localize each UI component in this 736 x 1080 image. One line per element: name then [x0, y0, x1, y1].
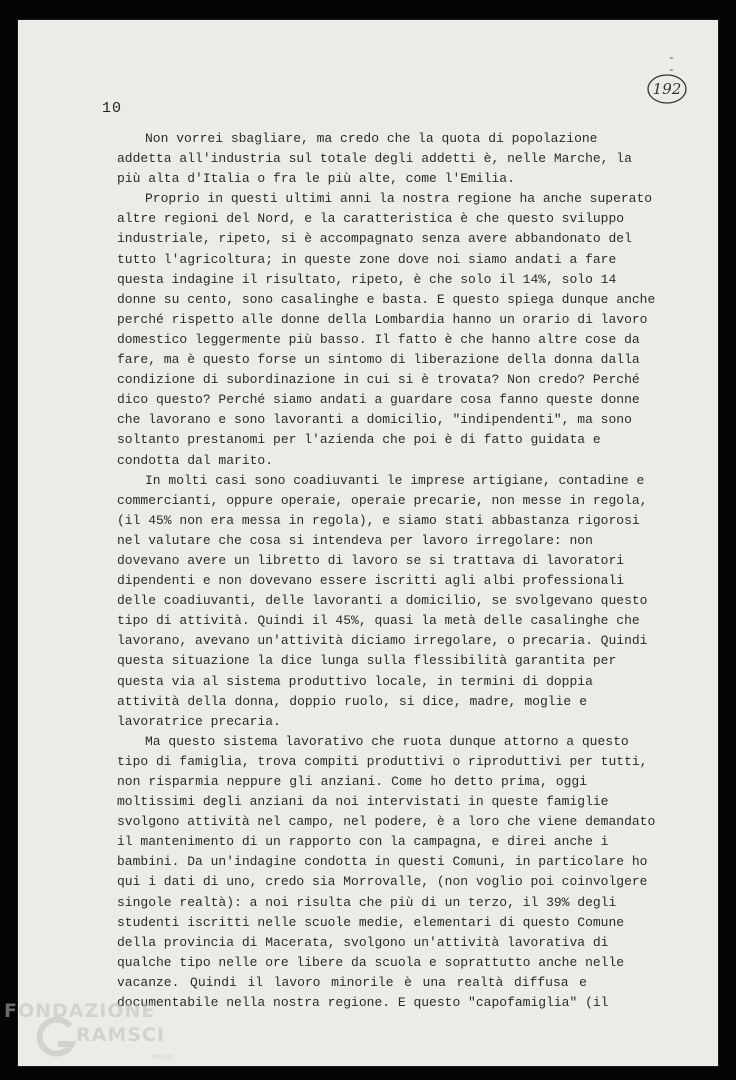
- corner-marks: - -: [668, 53, 701, 77]
- body-text: [117, 129, 656, 1013]
- text-line: qui i dati di uno, credo sia Morrovalle, (non voglio poi coinvolgere: [117, 874, 648, 890]
- text-line: nel valutare che cosa si intendeva per lavoro irregolare: non: [117, 532, 593, 548]
- text-line: questa situazione la dice lunga sulla flessibilità garantita per: [117, 653, 617, 669]
- archive-stamp: [646, 72, 688, 106]
- text-line: altre regioni del Nord, e la caratteristica è che questo sviluppo: [117, 211, 625, 227]
- text-line: soltanto prestanomi per l'azienda che poi è di fatto guidata e: [117, 432, 601, 448]
- text-line: dipendenti e non dovevano essere iscritti agli albi professionali: [117, 573, 625, 589]
- text-line: fare, ma è questo forse un sintomo di liberazione della donna dalla: [117, 352, 640, 368]
- text-line: qualche tipo nelle ore libere da scuola e soprattutto anche nelle: [117, 954, 625, 970]
- text-line: non risparmia neppure gli anziani. Come ho detto prima, oggi: [117, 774, 587, 789]
- document-page: [18, 20, 718, 1066]
- text-line: singole realtà): a noi risulta che più di un terzo, il 39% degli: [117, 894, 617, 910]
- text-line: più alta d'Italia o fra le più alte, come l'Emilia.: [117, 171, 515, 187]
- gramsci-g-logo-icon: [34, 1016, 78, 1060]
- text-line: Non vorrei sbagliare, ma credo che la quota di popolazione: [145, 131, 598, 146]
- text-line: tipo di attività. Quindi il 45%, quasi la metà delle casalinghe che: [117, 613, 640, 629]
- watermark-line2: RAMSCI: [76, 1024, 165, 1046]
- text-line: tipo di famiglia, trova compiti produttivi o riproduttivi per tutti,: [117, 753, 648, 769]
- text-line: svolgono attività nel campo, nel podere, è a loro che viene demandato: [117, 814, 656, 830]
- text-line: lavorano, avevano un'attività diciamo irregolare, o precaria. Quindi: [117, 633, 648, 649]
- text-line: vacanze. Quindi il lavoro minorile è una realtà diffusa e: [117, 974, 587, 990]
- text-line: (il 45% non era messa in regola), e siamo stati abbastanza rigorosi: [117, 512, 640, 528]
- text-line: condotta dal marito.: [117, 452, 274, 468]
- text-line: delle coadiuvanti, delle lavoranti a domicilio, se svolgevano questo: [117, 593, 648, 609]
- text-line: industriale, ripeto, si è accompagnato senza avere abbandonato del: [117, 231, 632, 247]
- text-line: della provincia di Macerata, svolgono un'attività lavorativa di: [117, 934, 609, 950]
- text-line: domestico leggermente più basso. Il fatto è che hanno altre cose da: [117, 331, 640, 347]
- text-line: il mantenimento di un rapporto con la campagna, e direi anche i: [117, 834, 609, 850]
- text-line: bambini. Da un'indagine condotta in questi Comuni, in particolare ho: [117, 854, 648, 870]
- fondazione-gramsci-watermark: [4, 996, 204, 1076]
- text-line: In molti casi sono coadiuvanti le imprese artigiane, contadine e: [145, 472, 645, 488]
- text-line: Proprio in questi ultimi anni la nostra regione ha anche superato: [145, 191, 653, 207]
- text-line: condizione di subordinazione in cui si è trovata? Non credo? Perché: [117, 372, 640, 388]
- watermark-suffix: onlus: [152, 1052, 174, 1061]
- text-line: commercianti, oppure operaie, operaie precarie, non messe in regola,: [117, 492, 648, 508]
- stamp-number: 192: [652, 80, 682, 98]
- text-line: Ma questo sistema lavorativo che ruota dunque attorno a questo: [145, 733, 629, 749]
- text-line: studenti iscritti nelle scuole medie, elementari di questo Comune: [117, 914, 625, 930]
- text-line: moltissimi degli anziani da noi intervistati in queste famiglie: [117, 794, 609, 810]
- page-number: 10: [102, 100, 123, 117]
- text-line: attività della donna, doppio ruolo, si dice, madre, moglie e: [117, 693, 587, 709]
- watermark-line1: FONDAZIONE: [4, 1000, 156, 1022]
- text-line: dico questo? Perché siamo andati a guardare cosa fanno queste donne: [117, 392, 640, 408]
- text-line: che lavorano e sono lavoranti a domicilio, "indipendenti", ma sono: [117, 412, 632, 428]
- text-line: perché rispetto alle donne della Lombardia hanno un orario di lavoro: [117, 311, 648, 327]
- text-line: donne su cento, sono casalinghe e basta. E questo spiega dunque anche: [117, 291, 656, 307]
- text-line: documentabile nella nostra regione. E questo "capofamiglia" (il: [117, 995, 609, 1011]
- text-line: addetta all'industria sul totale degli addetti è, nelle Marche, la: [117, 151, 632, 167]
- text-line: questa via al sistema produttivo locale, in termini di doppia: [117, 673, 593, 689]
- text-line: lavoratrice precaria.: [117, 713, 281, 729]
- text-line: questa indagine il risultato, ripeto, è che solo il 14%, solo 14: [117, 271, 617, 287]
- text-line: tutto l'agricoltura; in queste zone dove noi siamo andati a fare: [117, 251, 617, 267]
- text-line: dovevano avere un libretto di lavoro se si trattava di lavoratori: [117, 552, 625, 568]
